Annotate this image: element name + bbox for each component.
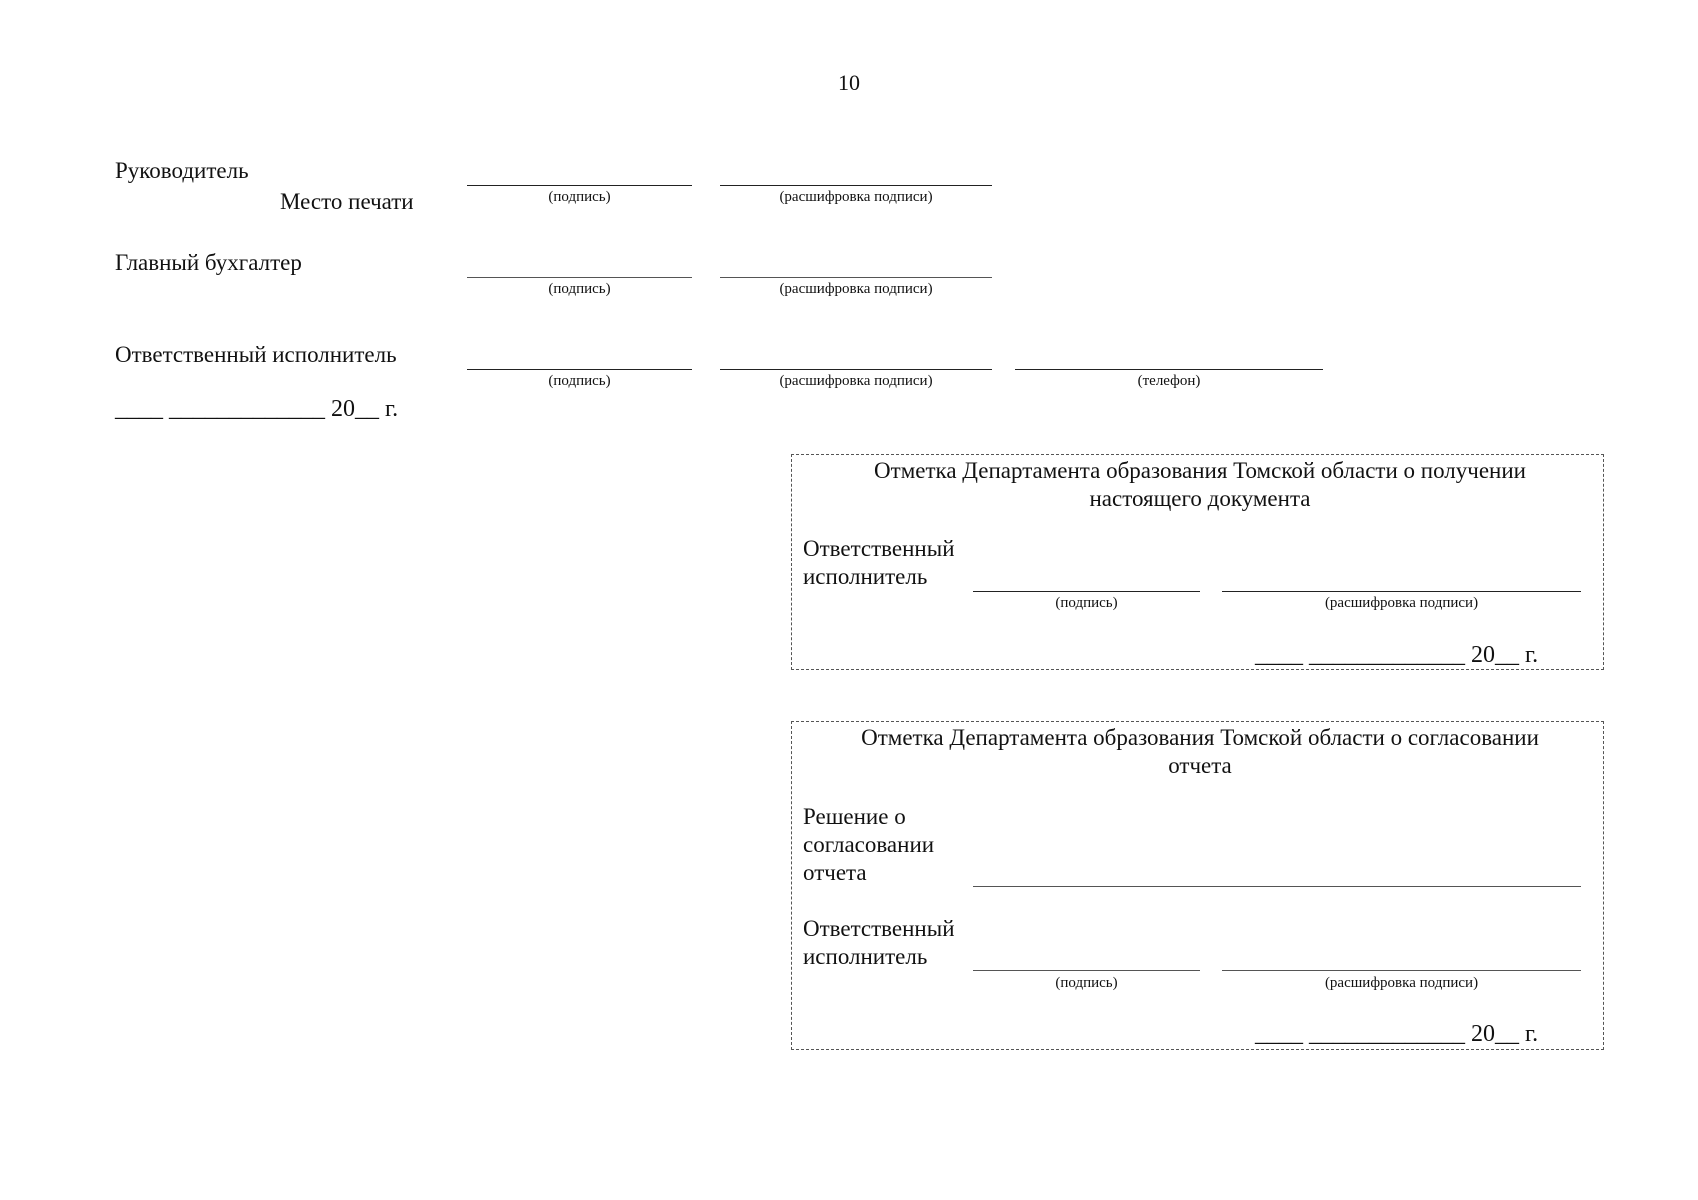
receipt-decoding-line[interactable] bbox=[1222, 591, 1581, 592]
stamp-label: Место печати bbox=[280, 189, 414, 214]
approval-decision-label: Решение о согласовании отчета bbox=[803, 804, 935, 885]
accountant-signature-caption: (подпись) bbox=[548, 281, 611, 297]
receipt-signature-caption: (подпись) bbox=[1055, 595, 1118, 611]
date-line: ____ _____________ 20__ г. bbox=[115, 396, 399, 422]
executor-signature-line[interactable] bbox=[467, 369, 692, 370]
approval-signature-caption: (подпись) bbox=[1055, 975, 1118, 991]
executor-signature-caption: (подпись) bbox=[548, 373, 611, 389]
approval-decoding-caption: (расшифровка подписи) bbox=[1324, 975, 1479, 991]
accountant-label: Главный бухгалтер bbox=[115, 250, 302, 275]
approval-date-line: ____ _____________ 20__ г. bbox=[1255, 1021, 1539, 1047]
receipt-signature-line[interactable] bbox=[973, 591, 1200, 592]
accountant-decoding-line[interactable] bbox=[720, 277, 992, 278]
approval-box-title: Отметка Департамента образования Томской области о согласовании отчета bbox=[861, 725, 1539, 778]
executor-phone-line[interactable] bbox=[1015, 369, 1323, 370]
approval-signature-line[interactable] bbox=[973, 970, 1200, 971]
head-signature-line[interactable] bbox=[467, 185, 692, 186]
page-number: 10 bbox=[838, 70, 860, 95]
receipt-date-line: ____ _____________ 20__ г. bbox=[1255, 642, 1539, 668]
approval-decoding-line[interactable] bbox=[1222, 970, 1581, 971]
executor-label: Ответственный исполнитель bbox=[115, 342, 397, 367]
head-decoding-line[interactable] bbox=[720, 185, 992, 186]
executor-decoding-caption: (расшифровка подписи) bbox=[779, 373, 933, 389]
receipt-box-title: Отметка Департамента образования Томской области о получении настоящего документа bbox=[874, 458, 1526, 511]
executor-phone-caption: (телефон) bbox=[1137, 373, 1201, 389]
executor-decoding-line[interactable] bbox=[720, 369, 992, 370]
approval-decision-line[interactable] bbox=[973, 886, 1581, 887]
receipt-decoding-caption: (расшифровка подписи) bbox=[1324, 595, 1479, 611]
head-label: Руководитель bbox=[115, 158, 249, 183]
accountant-signature-line[interactable] bbox=[467, 277, 692, 278]
receipt-executor-label: Ответственный исполнитель bbox=[803, 536, 955, 589]
head-decoding-caption: (расшифровка подписи) bbox=[779, 189, 933, 205]
approval-executor-label: Ответственный исполнитель bbox=[803, 916, 955, 969]
accountant-decoding-caption: (расшифровка подписи) bbox=[779, 281, 933, 297]
head-signature-caption: (подпись) bbox=[548, 189, 611, 205]
